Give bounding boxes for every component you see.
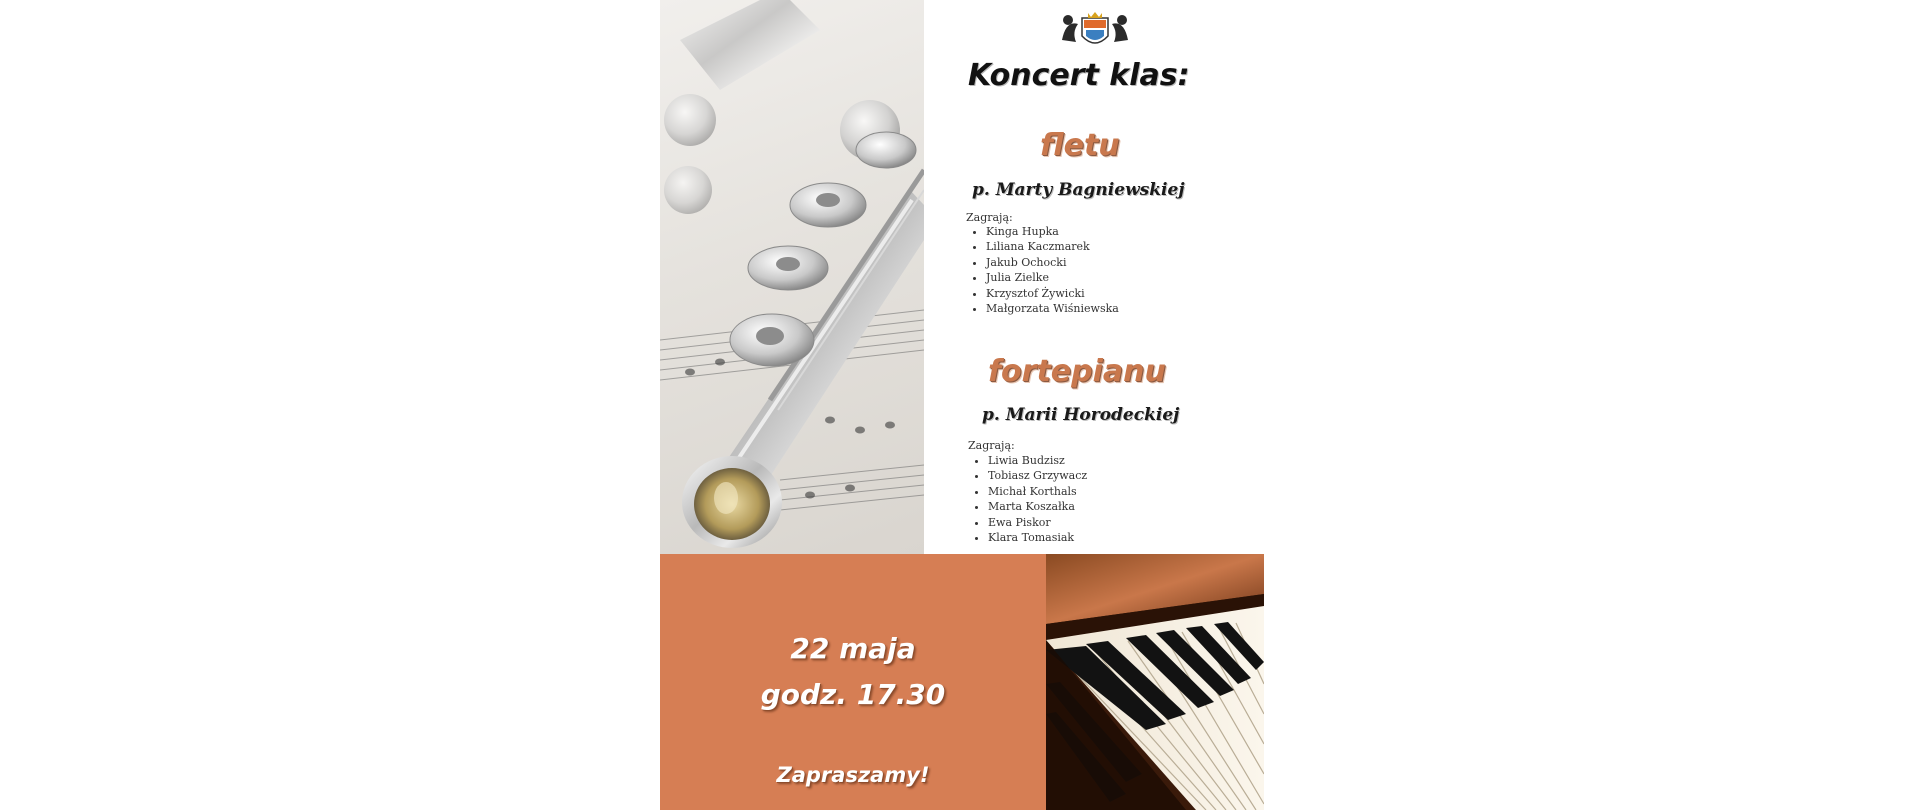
performer-item: • Małgorzata Wiśniewska [986, 301, 1246, 316]
performer-item: • Julia Zielke [986, 270, 1246, 285]
concert-date: 22 maja [790, 632, 916, 665]
performer-item: • Ewa Piskor [988, 515, 1248, 530]
date-block [660, 554, 1046, 810]
section-title-piano: fortepianu [988, 354, 1166, 389]
performer-item: • Jakub Ochocki [986, 255, 1246, 270]
concert-poster [660, 0, 1264, 810]
piano-photo [1046, 554, 1264, 810]
performer-item: • Krzysztof Żywicki [986, 286, 1246, 301]
performer-item: • Liwia Budzisz [988, 453, 1248, 468]
crest-icon [1058, 10, 1132, 52]
performer-item: • Liliana Kaczmarek [986, 239, 1246, 254]
performer-item: • Klara Tomasiak [988, 530, 1248, 545]
performers-label-piano: Zagrają: [968, 439, 1015, 452]
flute-photo [660, 0, 924, 554]
concert-time: godz. 17.30 [760, 678, 946, 711]
section-title-flute: fletu [1040, 128, 1120, 163]
performer-item: • Michał Korthals [988, 484, 1248, 499]
poster-heading: Koncert klas: [968, 58, 1190, 93]
flute-illustration [660, 0, 924, 554]
piano-illustration [1046, 554, 1264, 810]
performer-item: • Kinga Hupka [986, 224, 1246, 239]
performer-item: • Marta Koszałka [988, 499, 1248, 514]
section-teacher-flute: p. Marty Bagniewskiej [972, 180, 1185, 200]
invitation-text: Zapraszamy! [776, 763, 930, 787]
performers-list-piano [968, 453, 1248, 545]
section-teacher-piano: p. Marii Horodeckiej [982, 405, 1180, 425]
performer-item: • Tobiasz Grzywacz [988, 468, 1248, 483]
performers-list-flute [966, 224, 1246, 316]
performers-label-flute: Zagrają: [966, 211, 1013, 224]
